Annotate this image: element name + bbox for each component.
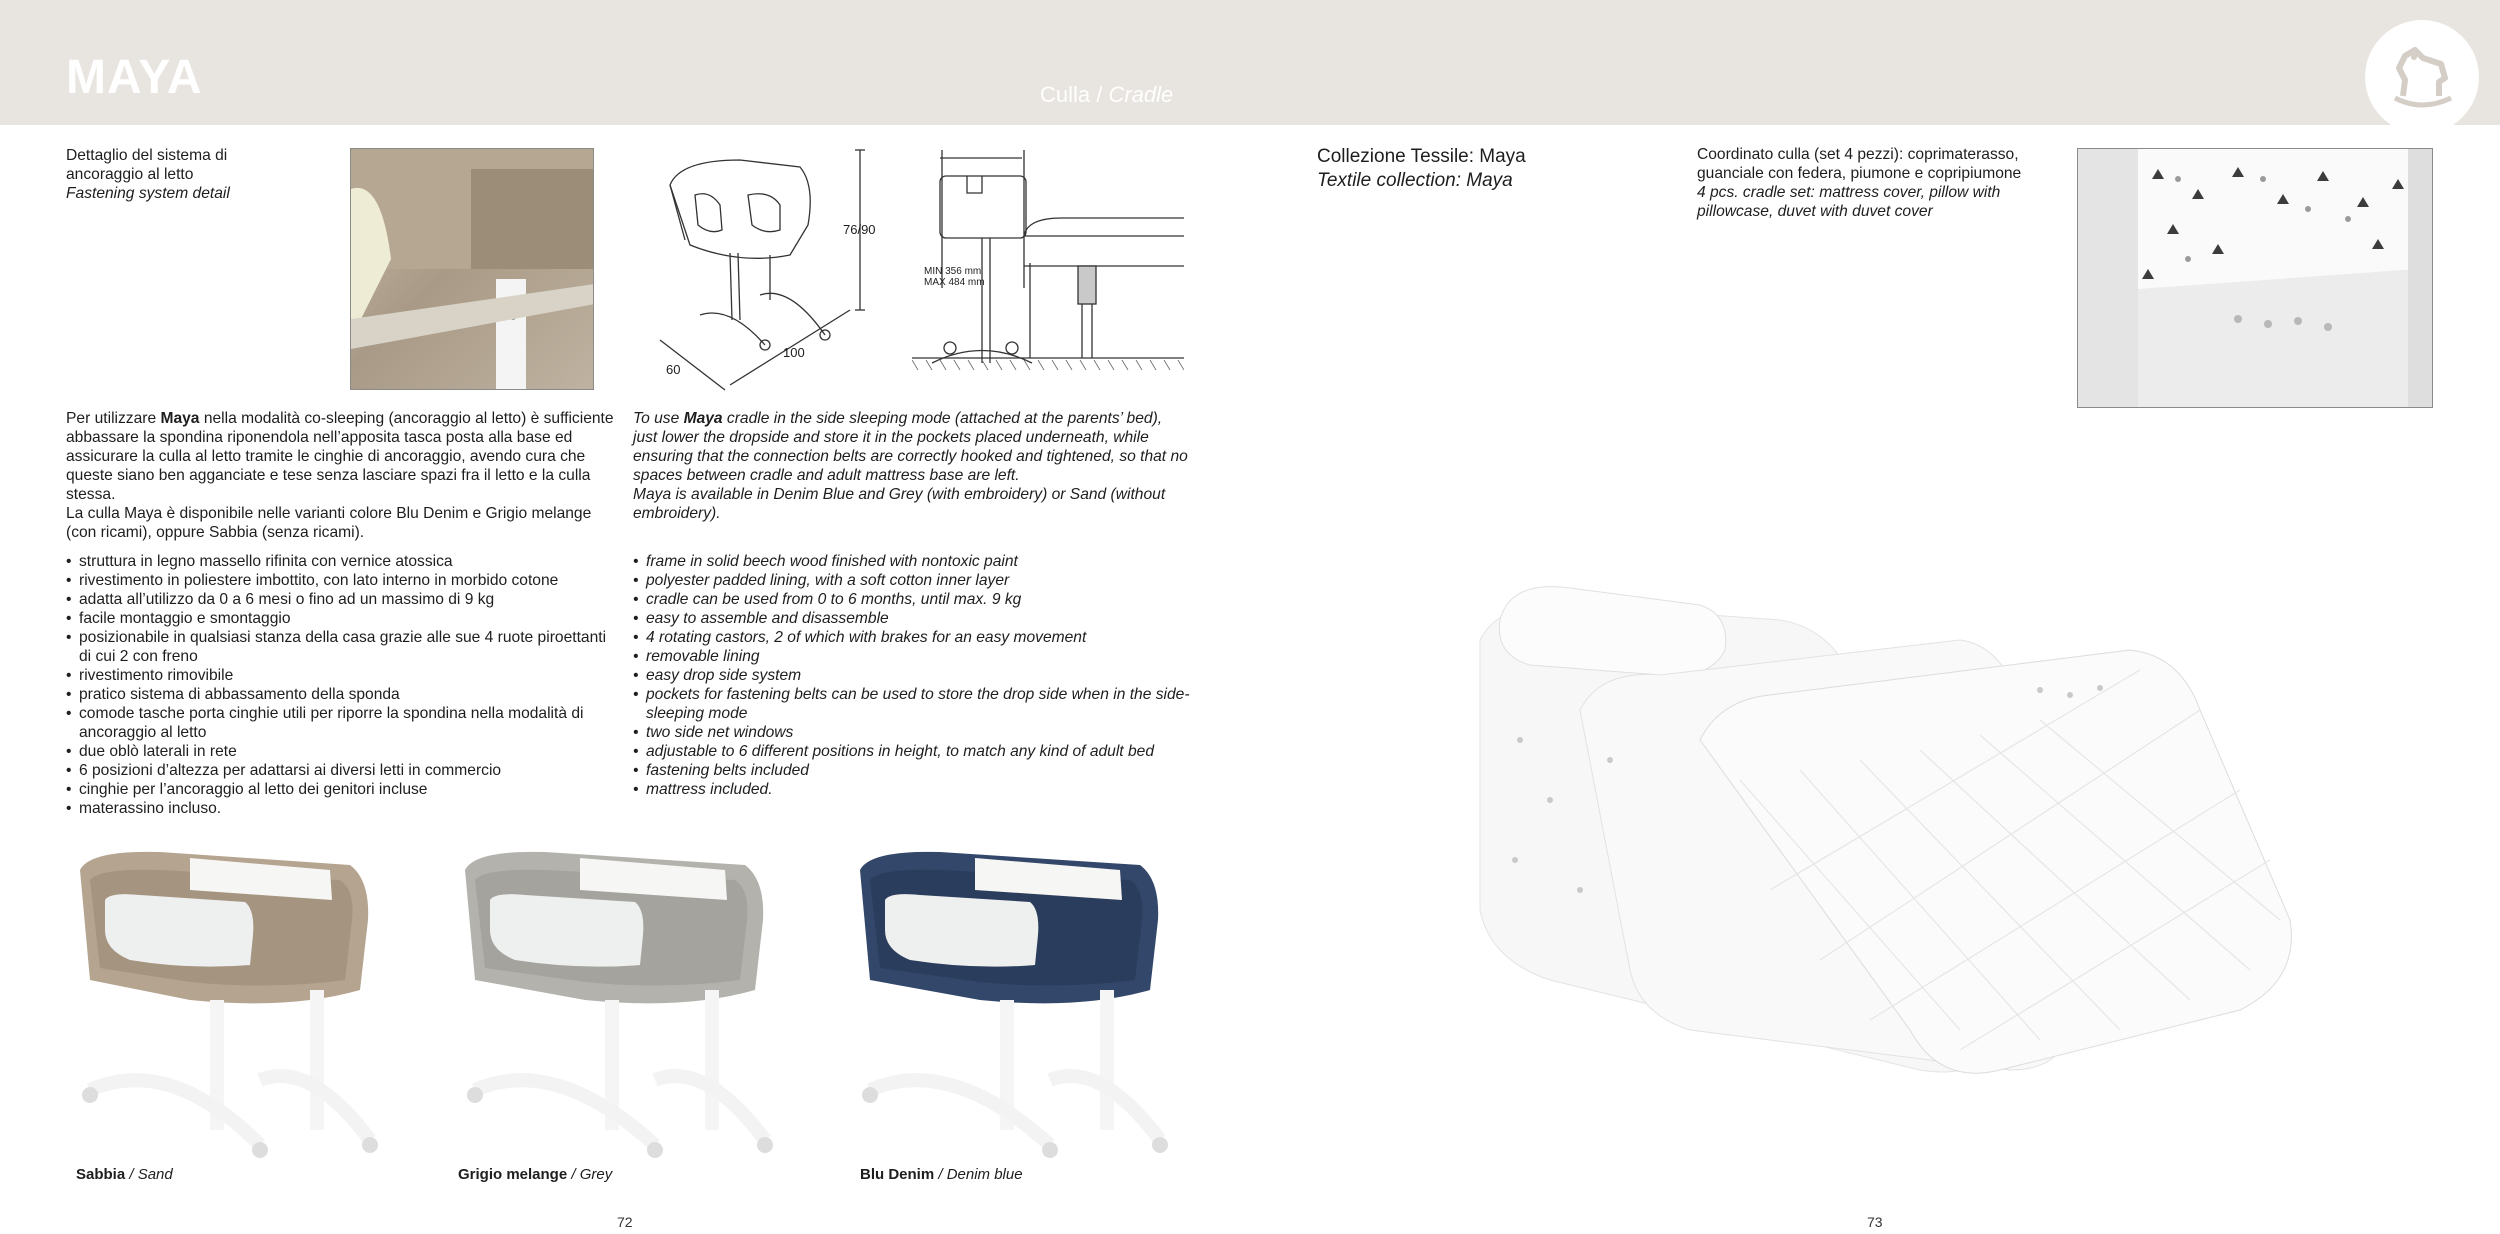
feature-it: • posizionabile in qualsiasi stanza della casa grazie alle sue 4 ruote piroettanti di cui 2 con freno [66,628,621,666]
desc-en-post: cradle in the side sleeping mode (attached at the parents’ bed), just lower the dropside and store it in the pockets placed underneath, while ensuring that the connection belts are correctly hooked and tightened, so that no spaces between cradle and adult mattress base are left. [633,410,1188,484]
feature-it: • rivestimento rimovibile [66,666,621,685]
feature-en: • adjustable to 6 different positions in height, to match any kind of adult bed [633,742,1193,761]
description-it [66,409,621,542]
desc-it-name: Maya [160,410,200,427]
textile-set-photo [1440,560,2300,1090]
cradle-dimension-drawing [640,145,870,395]
fastening-title-en: Fastening system detail [66,185,230,202]
textile-set-en: 4 pcs. cradle set: mattress cover, pillow with pillowcase, duvet with duvet cover [1697,184,2001,220]
rocking-horse-logo [2365,20,2479,134]
desc-it-variants: La culla Maya è disponibile nelle varianti colore Blu Denim e Grigio melange (con ricami), oppure Sabbia (senza ricami). [66,505,592,541]
variant-grey-caption [458,1166,612,1183]
cradle-denim-photo [850,840,1180,1180]
feature-en: • polyester padded lining, with a soft cotton inner layer [633,571,1193,590]
feature-en: • two side net windows [633,723,1193,742]
feature-en: • easy to assemble and disassemble [633,609,1193,628]
feature-en: • fastening belts included [633,761,1193,780]
textile-set-it: Coordinato culla (set 4 pezzi): coprimaterasso, guanciale con federa, piumone e copripiumone [1697,146,2022,182]
variant-sand-name-en: / Sand [129,1166,173,1183]
page-number-left: 72 [617,1214,633,1230]
feature-it: • pratico sistema di abbassamento della sponda [66,685,621,704]
page-number-right: 73 [1867,1214,1883,1230]
collection-heading [1317,145,1526,193]
fastening-title-it: Dettaglio del sistema di ancoraggio al letto [66,147,228,183]
section-label [1040,82,1173,108]
variant-denim-name-en: / Denim blue [938,1166,1023,1183]
variant-sand-caption [76,1166,173,1183]
variant-grey-name-en: / Grey [571,1166,613,1183]
variant-grey-name: Grigio melange [458,1166,568,1183]
feature-en: • cradle can be used from 0 to 6 months, until max. 9 kg [633,590,1193,609]
desc-it-pre: Per utilizzare [66,410,161,427]
feature-en: • removable lining [633,647,1193,666]
section-label-it: Culla / [1040,82,1103,107]
textile-cradle-photo [2077,148,2433,408]
feature-it: • struttura in legno massello rifinita con vernice atossica [66,552,621,571]
feature-list-en [633,552,1193,799]
feature-en: • frame in solid beech wood finished with nontoxic paint [633,552,1193,571]
feature-it: • cinghie per l’ancoraggio al letto dei genitori incluse [66,780,621,799]
textile-set-caption [1697,145,2067,221]
feature-it: • materassino incluso. [66,799,621,818]
bed-height-drawing [912,148,1184,370]
feature-en: • easy drop side system [633,666,1193,685]
feature-it: • 6 posizioni d’altezza per adattarsi ai diversi letti in commercio [66,761,621,780]
feature-it: • adatta all’utilizzo da 0 a 6 mesi o fino ad un massimo di 9 kg [66,590,621,609]
variant-denim-name: Blu Denim [860,1166,935,1183]
variant-denim-caption [860,1166,1023,1183]
dim-max: MAX 484 mm [924,277,985,288]
fastening-detail-photo [350,148,594,390]
dim-height: 76/90 [843,222,876,237]
description-en [633,409,1188,523]
section-label-en: Cradle [1108,82,1174,107]
desc-en-variants: Maya is available in Denim Blue and Grey (with embroidery) or Sand (without embroidery). [633,486,1166,522]
feature-it: • due oblò laterali in rete [66,742,621,761]
cradle-grey-photo [455,840,785,1180]
collection-title-en: Textile collection: Maya [1317,170,1513,191]
feature-en: • pockets for fastening belts can be used to store the drop side when in the side-sleeping mode [633,685,1193,723]
feature-en: • 4 rotating castors, 2 of which with brakes for an easy movement [633,628,1193,647]
desc-en-name: Maya [683,410,723,427]
feature-it: • rivestimento in poliestere imbottito, con lato interno in morbido cotone [66,571,621,590]
feature-it: • comode tasche porta cinghie utili per riporre la spondina nella modalità di ancoraggio al letto [66,704,621,742]
feature-list-it [66,552,621,818]
feature-en: • mattress included. [633,780,1193,799]
variant-sand-name: Sabbia [76,1166,126,1183]
feature-it: • facile montaggio e smontaggio [66,609,621,628]
header-band [0,0,2500,125]
collection-title-it: Collezione Tessile: Maya [1317,146,1526,167]
fastening-caption [66,146,296,203]
dim-min: MIN 356 mm [924,266,982,277]
dim-width: 60 [666,362,681,377]
desc-it-post: nella modalità co-sleeping (ancoraggio al letto) è sufficiente abbassare la spondina riponendola nell’apposita tasca posta alla base ed assicurare la culla al letto tramite le cinghie di ancoraggio, avendo cura che queste siano ben agganciate e tese senza lasciare spazi fra il letto e la culla stessa. [66,410,614,503]
dim-min-max [924,266,985,288]
cradle-sand-photo [70,840,390,1180]
desc-en-pre: To use [633,410,684,427]
page-title: MAYA [66,51,203,104]
dim-length: 100 [783,345,805,360]
